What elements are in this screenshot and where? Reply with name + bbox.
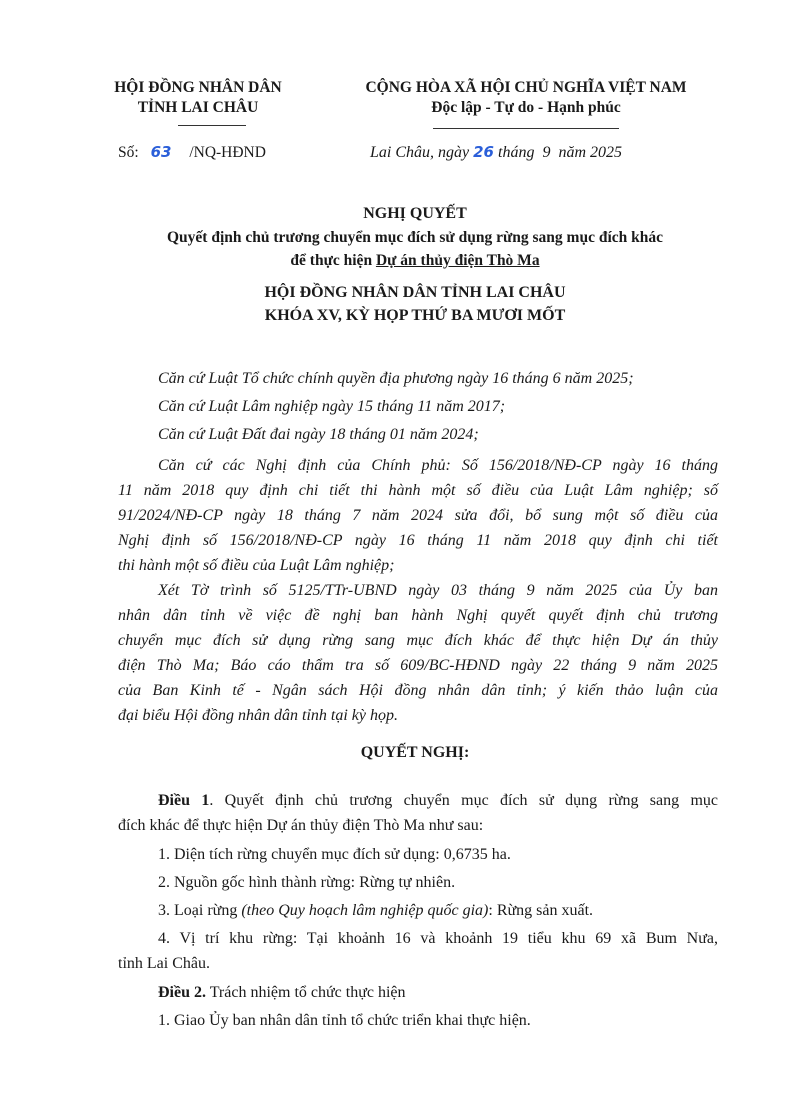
article-2-label: Điều 2. xyxy=(158,984,206,1001)
document-subtitle-line2 xyxy=(100,252,730,270)
subtitle-prefix: để thực hiện xyxy=(290,252,376,269)
item-4-line2: tỉnh Lai Châu. xyxy=(118,955,210,972)
item-3-note: (theo Quy hoạch lâm nghiệp quốc gia) xyxy=(241,902,489,919)
handwritten-day: 26 xyxy=(473,143,494,161)
legal-basis-4-line: 11 năm 2018 quy định chi tiết thi hành một số điều của Luật Lâm nghiệp; số xyxy=(118,482,718,499)
national-title: CỘNG HÒA XÃ HỘI CHỦ NGHĨA VIỆT NAM xyxy=(365,79,687,96)
document-subtitle-line1: Quyết định chủ trương chuyển mục đích sử dụng rừng sang mục đích khác xyxy=(167,229,663,246)
item-4-line1: 4. Vị trí khu rừng: Tại khoảnh 16 và khoảnh 19 tiểu khu 69 xã Bum Nưa, xyxy=(158,930,718,947)
document-number xyxy=(118,143,266,162)
item-3-suffix: : Rừng sản xuất. xyxy=(488,902,594,919)
issuer-name xyxy=(100,78,296,118)
consideration-line: chuyển mục đích sử dụng rừng sang mục đích khác để thực hiện Dự án thủy xyxy=(118,632,718,649)
consideration-line: đại biểu Hội đồng nhân dân tỉnh tại kỳ họp. xyxy=(118,707,398,724)
header-right-divider xyxy=(433,128,619,129)
issue-date xyxy=(370,143,622,162)
article-1-item-1: 1. Diện tích rừng chuyển mục đích sử dụng: 0,6735 ha. xyxy=(158,846,511,863)
item-3-prefix: 3. Loại rừng xyxy=(158,902,242,919)
consideration xyxy=(118,578,718,728)
number-suffix: /NQ-HĐND xyxy=(189,144,266,161)
header-left-divider xyxy=(178,125,246,126)
issuer-heading-line1: HỘI ĐỒNG NHÂN DÂN TỈNH LAI CHÂU xyxy=(264,284,566,301)
consideration-line: của Ban Kinh tế - Ngân sách Hội đồng nhân dân tỉnh; ý kiến thảo luận của xyxy=(118,682,718,699)
legal-basis-2: Căn cứ Luật Lâm nghiệp ngày 15 tháng 11 năm 2017; xyxy=(158,398,506,415)
legal-basis-3: Căn cứ Luật Đất đai ngày 18 tháng 01 năm 2024; xyxy=(158,426,479,443)
legal-basis-4-line: Nghị định số 156/2018/NĐ-CP ngày 16 tháng 11 năm 2018 quy định chi tiết xyxy=(118,532,718,549)
issuer-line1: HỘI ĐỒNG NHÂN DÂN xyxy=(114,79,282,96)
legal-basis-4-line: thi hành một số điều của Luật Lâm nghiệp; xyxy=(118,557,395,574)
article-2 xyxy=(158,980,406,1005)
legal-basis-4-line: Căn cứ các Nghị định của Chính phủ: Số 156/2018/NĐ-CP ngày 16 tháng xyxy=(158,457,718,474)
consideration-line: nhân dân tỉnh về việc đề nghị ban hành Nghị quyết quyết định chủ trương xyxy=(118,607,718,624)
article-1-line2: đích khác để thực hiện Dự án thủy điện Thò Ma như sau: xyxy=(118,817,484,834)
handwritten-number: 63 xyxy=(150,143,172,161)
project-name: Dự án thủy điện Thò Ma xyxy=(375,252,540,269)
legal-basis-1: Căn cứ Luật Tổ chức chính quyền địa phương ngày 16 tháng 6 năm 2025; xyxy=(158,370,634,387)
issuer-line2: TỈNH LAI CHÂU xyxy=(137,99,259,116)
legal-basis-4 xyxy=(118,453,718,578)
article-1-item-3 xyxy=(158,898,593,923)
article-2-text: Trách nhiệm tổ chức thực hiện xyxy=(206,984,406,1001)
consideration-line: Xét Tờ trình số 5125/TTr-UBND ngày 03 tháng 9 năm 2025 của Ủy ban xyxy=(158,582,718,599)
article-1-line1 xyxy=(118,788,718,813)
legal-basis-4-line: 91/2024/NĐ-CP ngày 18 tháng 7 năm 2024 sửa đổi, bổ sung một số điều của xyxy=(118,507,718,524)
document-type: NGHỊ QUYẾT xyxy=(363,205,467,222)
article-1-item-2: 2. Nguồn gốc hình thành rừng: Rừng tự nhiên. xyxy=(158,874,456,891)
date-prefix: Lai Châu, ngày xyxy=(370,144,470,161)
date-suffix: tháng 9 năm 2025 xyxy=(498,144,622,161)
national-motto xyxy=(330,78,722,118)
article-1-label: Điều 1 xyxy=(158,792,210,809)
consideration-line: điện Thò Ma; Báo cáo thẩm tra số 609/BC-HĐND ngày 22 tháng 9 năm 2025 xyxy=(118,657,718,674)
issuer-heading-line2: KHÓA XV, KỲ HỌP THỨ BA MƯƠI MỐT xyxy=(264,307,566,324)
article-1 xyxy=(118,788,718,838)
motto-line: Độc lập - Tự do - Hạnh phúc xyxy=(431,99,621,116)
number-label: Số: xyxy=(118,144,139,161)
article-2-item-1: 1. Giao Ủy ban nhân dân tỉnh tổ chức triển khai thực hiện. xyxy=(158,1012,531,1029)
resolution-heading: QUYẾT NGHỊ: xyxy=(360,744,470,761)
article-1-text: . Quyết định chủ trương chuyển mục đích sử dụng rừng sang mục xyxy=(209,792,719,809)
article-1-item-4 xyxy=(118,926,718,976)
